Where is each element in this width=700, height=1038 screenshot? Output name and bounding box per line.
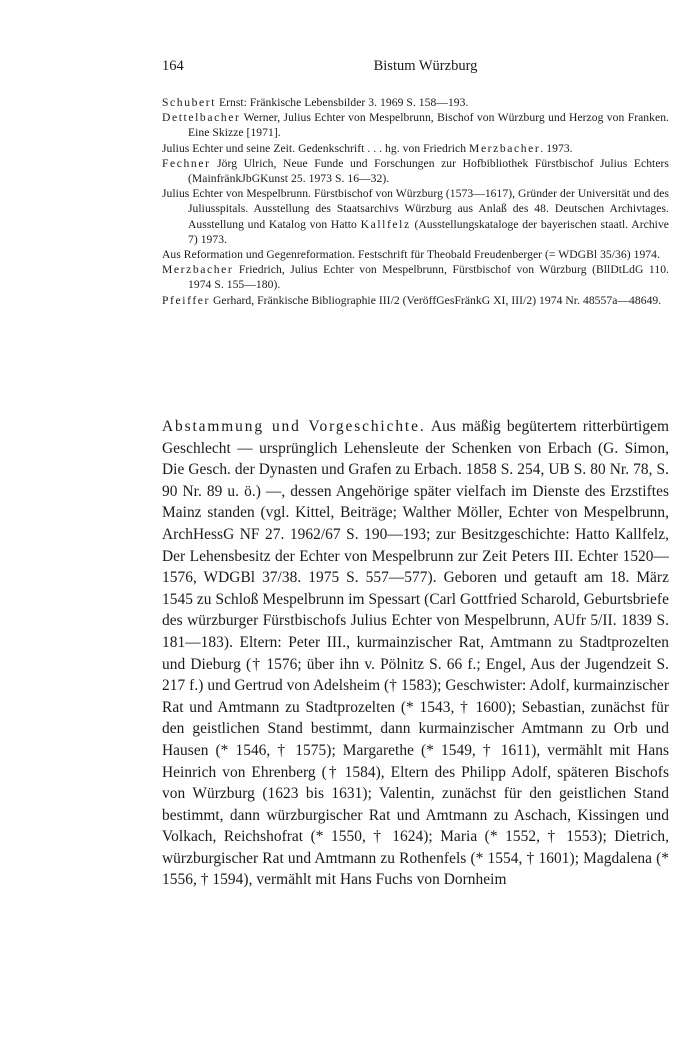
bibliography-entry	[162, 156, 669, 186]
bibliography-entry	[162, 95, 669, 110]
entry-title-text: Julius Echter und seine Zeit. Gedenkschrift . . . hg. von Friedrich	[162, 141, 470, 155]
entry-author: Merzbacher	[469, 141, 541, 155]
bibliography-list	[162, 95, 669, 308]
page-number: 164	[162, 58, 184, 74]
body-paragraph	[162, 416, 669, 891]
bibliography-entry	[162, 110, 669, 140]
entry-title-text: Julius Echter von Mespelbrunn. Fürstbischof von Würzburg (1573—1617), Gründer der Universität und des Juliusspitals. Ausstellung des Staatsarchivs Würzburg aus Anlaß des 48. Deutschen Archivtages. Ausstellung und Katalog von Hatto	[162, 187, 669, 231]
entry-author: Pfeiffer	[162, 293, 210, 307]
entry-details: Werner, Julius Echter von Mespelbrunn, Bischof von Würzburg und Herzog von Franken. Eine Skizze [1971].	[188, 111, 669, 140]
entry-author: Schubert	[162, 96, 217, 109]
entry-details: Jörg Ulrich, Neue Funde und Forschungen zur Hofbibliothek Fürstbischof Julius Echters (MainfränkJbGKunst 25. 1973 S. 16—32).	[188, 156, 669, 186]
bibliography-entry	[162, 293, 669, 308]
entry-details: (Ausstellungskataloge der bayerischen staatl. Archive 7) 1973.	[188, 217, 669, 246]
bibliography-entry	[162, 186, 669, 247]
bibliography-entry	[162, 247, 669, 262]
running-head: Bistum Würzburg	[373, 58, 478, 74]
paragraph-text: Aus mäßig begütertem ritterbürtigem Geschlecht — ursprünglich Lehensleute der Schenken von Erbach (G. Simon, Die Gesch. der Dynasten und Grafen zu Erbach. 1858 S. 254, UB S. 80 Nr. 78, S. 90 Nr. 89 u. ö.) —, dessen Angehörige später vielfach im Dienste des Erzstiftes Mainz standen (vgl. Kittel, Beiträge; Walther Möller, Echter von Mespelbrunn, ArchHessG NF 27. 1962/67 S. 190—193; zur Besitzgeschichte: Hatto Kallfelz, Der Lehensbesitz der Echter von Mespelbrunn zur Zeit Peters III. Echter 1520—1576, WDGBl 37/38. 1975 S. 557—577). Geboren und getauft am 18. März 1545 zu Schloß Mespelbrunn im Spessart (Carl Gottfried Scharold, Geburtsbriefe des würzburger Fürstbischofs Julius Echter von Mespelbrunn, AUfr 5/II. 1839 S. 181—183). Eltern: Peter III., kurmainzischer Rat, Amtmann zu Stadtprozelten und Dieburg († 1576; über ihn v. Pölnitz S. 66 f.; Engel, Aus der Jugendzeit S. 217 f.) und Gertrud von Adelsheim († 1583); Geschwister: Adolf, kurmainzischer Rat und Amtmann zu Stadtprozelten (* 1543, † 1600); Sebastian, zunächst für den geistlichen Stand bestimmt, dann kurmainzischer Amtmann zu Orb und Hausen (* 1546, † 1575); Margarethe (* 1549, † 1611), vermählt mit Hans Heinrich von Ehrenberg († 1584), Eltern des Philipp Adolf, späteren Bischofs von Würzburg (1623 bis 1631); Valentin, zunächst für den geistlichen Stand bestimmt, dann würzburgischer Rat und Amtmann zu Aschach, Kissingen und Volkach, Reichshofrat (* 1550, † 1624); Maria (* 1552, † 1553); Dietrich, würzburgischer Rat und Amtmann zu Rothenfels (* 1554, † 1601); Magdalena (* 1556, † 1594), vermählt mit Hans Fuchs von Dornheim	[162, 418, 670, 889]
section-heading: Abstammung und Vorgeschichte.	[162, 418, 426, 435]
entry-author: Dettelbacher	[162, 111, 241, 125]
entry-details: . 1973.	[540, 141, 573, 155]
entry-author: Merzbacher	[162, 263, 234, 277]
entry-details: Gerhard, Fränkische Bibliographie III/2 (VeröffGesFränkG XI, III/2) 1974 Nr. 48557a—48649.	[210, 293, 662, 307]
entry-author: Kallfelz	[360, 217, 411, 231]
entry-details: Friedrich, Julius Echter von Mespelbrunn, Fürstbischof von Würzburg (BllDtLdG 110. 1974 S. 155—180).	[188, 263, 669, 292]
entry-title-text: Aus Reformation und Gegenreformation. Festschrift für Theobald Freudenberger (= WDGBl 35/36) 1974.	[162, 248, 660, 262]
entry-author: Fechner	[162, 156, 211, 170]
bibliography-entry	[162, 262, 669, 292]
bibliography-entry	[162, 141, 669, 156]
page-header	[162, 58, 669, 80]
entry-details: Ernst: Fränkische Lebensbilder 3. 1969 S. 158—193.	[216, 96, 469, 109]
